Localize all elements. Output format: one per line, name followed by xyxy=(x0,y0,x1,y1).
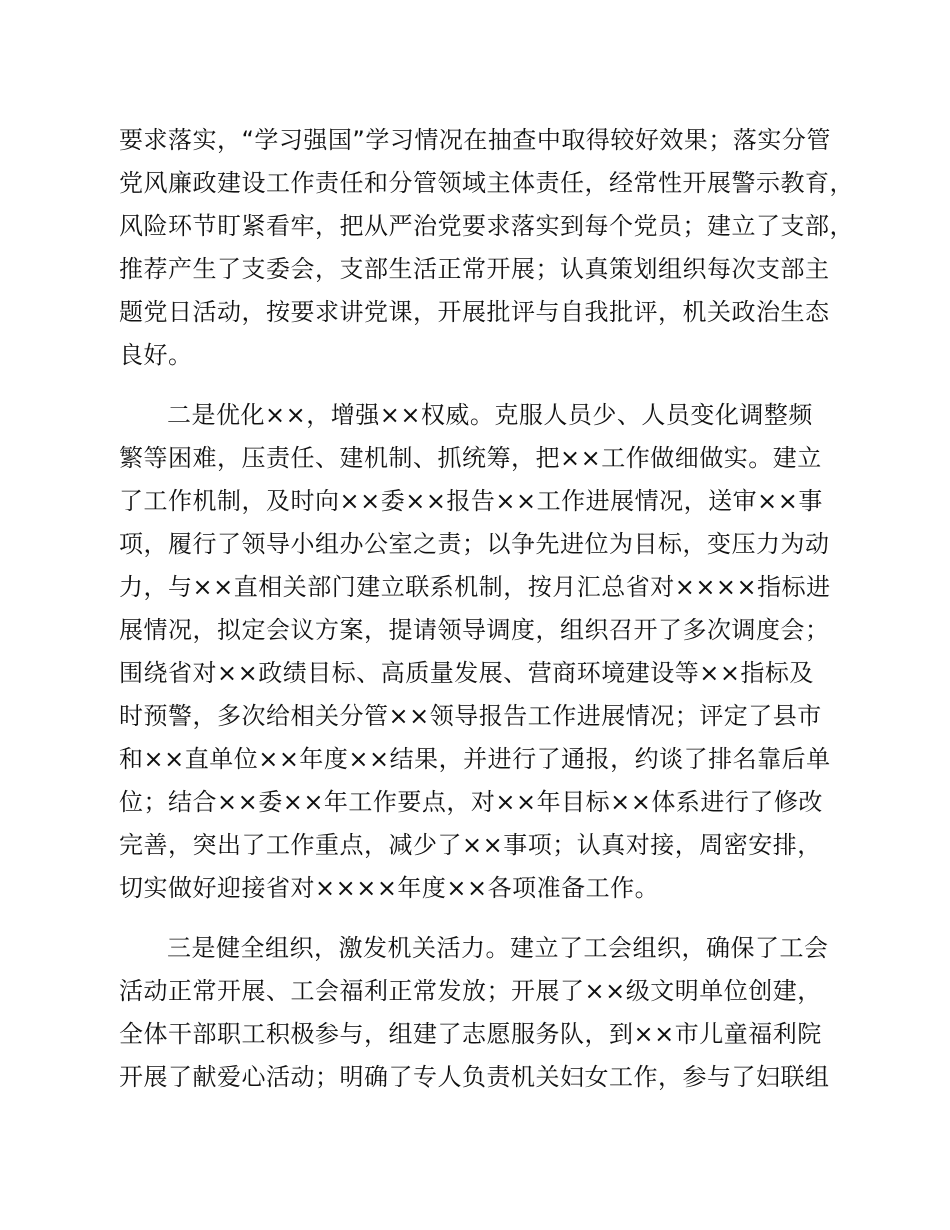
text-line: 了工作机制，及时向××委××报告××工作进展情况，送审××事 xyxy=(119,487,823,515)
text-line: 围绕省对××政绩目标、高质量发展、营商环境建设等××指标及 xyxy=(119,659,814,687)
text-line: 推荐产生了支委会，支部生活正常开展；认真策划组织每次支部主 xyxy=(119,255,830,283)
text-line: 力，与××直相关部门建立联系机制，按月汇总省对××××指标进 xyxy=(119,573,831,601)
text-line: 党风廉政建设工作责任和分管领域主体责任，经常性开展警示教育， xyxy=(119,169,854,197)
text-line: 项，履行了领导小组办公室之责；以争先进位为目标，变压力为动 xyxy=(119,530,830,558)
text-line: 全体干部职工积极参与，组建了志愿服务队，到××市儿童福利院 xyxy=(119,1020,822,1048)
text-line: 要求落实，“学习强国”学习情况在抽查中取得较好效果；落实分管 xyxy=(119,126,831,154)
text-line: 时预警，多次给相关分管××领导报告工作进展情况；评定了县市 xyxy=(119,702,822,730)
text-line: 展情况，拟定会议方案，提请领导调度，组织召开了多次调度会； xyxy=(119,616,830,644)
text-line: 完善，突出了工作重点，减少了××事项；认真对接，周密安排， xyxy=(119,831,822,859)
text-line: 开展了献爱心活动；明确了专人负责机关妇女工作，参与了妇联组 xyxy=(119,1063,830,1091)
text-line: 良好。 xyxy=(119,341,193,369)
text-line: 和××直单位××年度××结果，并进行了通报，约谈了排名靠后单 xyxy=(119,745,831,773)
paragraph-2-first-line: 二是优化××，增强××权威。克服人员少、人员变化调整频 xyxy=(167,401,813,429)
text-line: 题党日活动，按要求讲党课，开展批评与自我批评，机关政治生态 xyxy=(119,298,830,326)
paragraph-3-first-line: 三是健全组织，激发机关活力。建立了工会组织，确保了工会 xyxy=(167,934,829,962)
text-line: 切实做好迎接省对××××年度××各项准备工作。 xyxy=(119,874,660,902)
text-line: 风险环节盯紧看牢，把从严治党要求落实到每个党员；建立了支部， xyxy=(119,212,854,240)
text-line: 活动正常开展、工会福利正常发放；开展了××级文明单位创建， xyxy=(119,977,822,1005)
text-line: 繁等困难，压责任、建机制、抓统筹，把××工作做细做实。建立 xyxy=(119,444,822,472)
text-line: 位；结合××委××年工作要点，对××年目标××体系进行了修改 xyxy=(119,788,823,816)
